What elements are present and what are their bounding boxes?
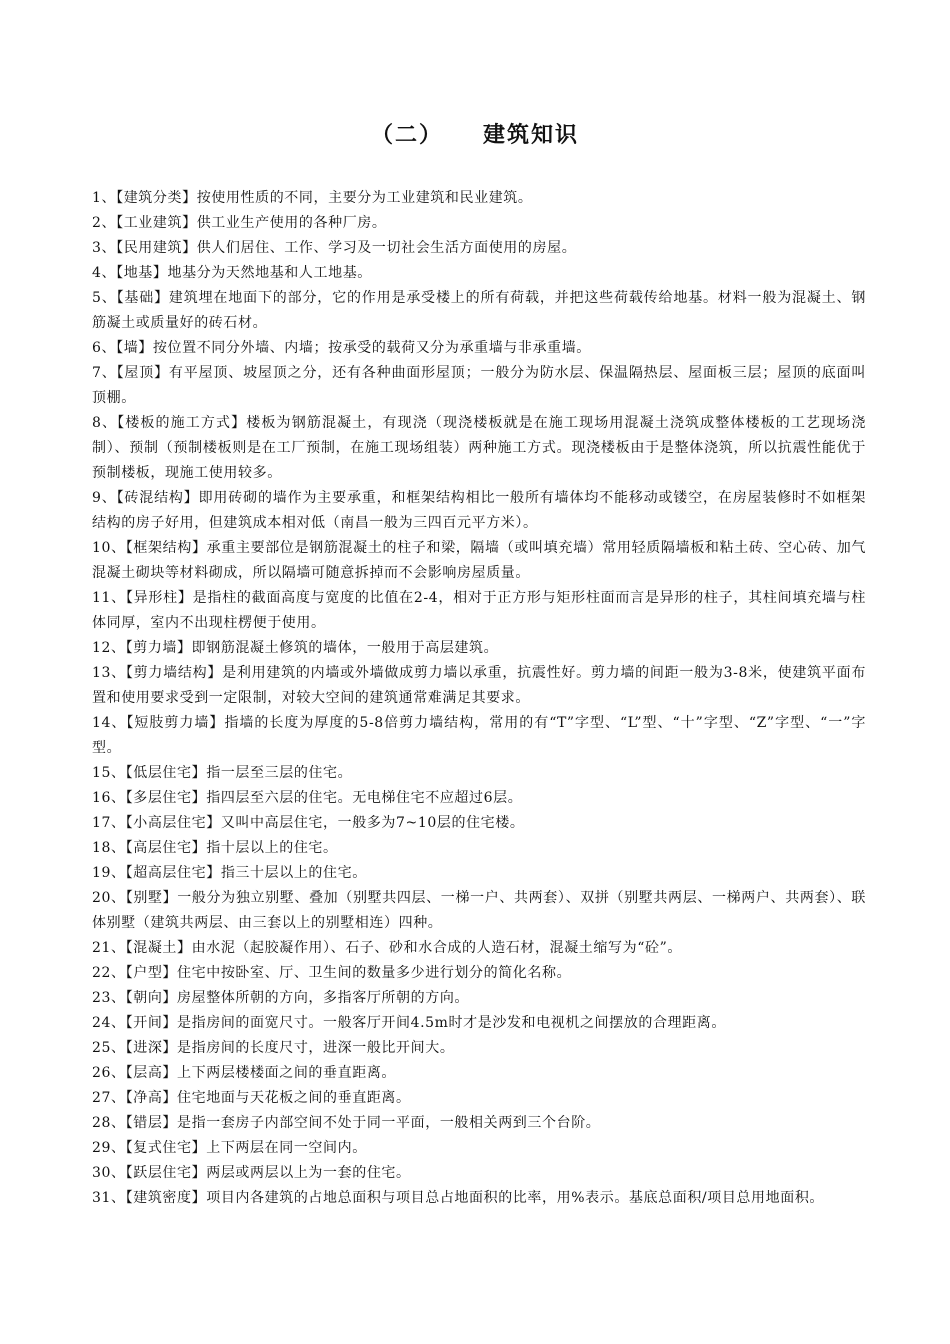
- list-item: 29、【复式住宅】上下两层在同一空间内。: [92, 1140, 367, 1156]
- list-item: 3、【民用建筑】供人们居住、工作、学习及一切社会生活方面使用的房屋。: [92, 240, 577, 256]
- list-item: 8、【楼板的施工方式】楼板为钢筋混凝土，有现浇（现浇楼板就是在施工现场用混凝土浇筑成整体楼板的工艺现场浇制）、预制（预制楼板则是在工厂预制，在施工现场组装）两种施工方式。现浇楼板由于是整体浇筑，所以抗震性能优于预制楼板，现施工使用较多。: [92, 415, 866, 481]
- list-item: 11、【异形柱】是指柱的截面高度与宽度的比值在2-4，相对于正方形与矩形柱面而言是异形的柱子，其柱间填充墙与柱体同厚，室内不出现柱楞便于使用。: [92, 590, 866, 631]
- section-title: 建筑知识: [483, 122, 580, 148]
- list-item: 12、【剪力墙】即钢筋混凝土修筑的墙体，一般用于高层建筑。: [92, 640, 499, 656]
- list-item: 28、【错层】是指一套房子内部空间不处于同一平面，一般相关两到三个台阶。: [92, 1115, 601, 1131]
- list-item: 7、【屋顶】有平屋顶、坡屋顶之分，还有各种曲面形屋顶；一般分为防水层、保温隔热层、屋面板三层；屋顶的底面叫顶棚。: [92, 365, 866, 406]
- page-title: [0, 118, 950, 152]
- list-item: 15、【低层住宅】指一层至三层的住宅。: [92, 765, 353, 781]
- list-item: 16、【多层住宅】指四层至六层的住宅。无电梯住宅不应超过6层。: [92, 790, 523, 806]
- list-item: 2、【工业建筑】供工业生产使用的各种厂房。: [92, 215, 387, 231]
- list-item: 23、【朝向】房屋整体所朝的方向，多指客厅所朝的方向。: [92, 990, 470, 1006]
- list-item: 17、【小高层住宅】又叫中高层住宅，一般多为7~10层的住宅楼。: [92, 815, 525, 831]
- list-item: 19、【超高层住宅】指三十层以上的住宅。: [92, 865, 367, 881]
- section-number: （二）: [370, 122, 443, 148]
- list-item: 10、【框架结构】承重主要部位是钢筋混凝土的柱子和梁，隔墙（或叫填充墙）常用轻质隔墙板和粘土砖、空心砖、加气混凝土砌块等材料砌成，所以隔墙可随意拆掉而不会影响房屋质量。: [92, 540, 866, 581]
- list-item: 31、【建筑密度】项目内各建筑的占地总面积与项目总占地面积的比率，用%表示。基底总面积/项目总用地面积。: [92, 1190, 825, 1206]
- list-item: 9、【砖混结构】即用砖砌的墙作为主要承重，和框架结构相比一般所有墙体均不能移动或镂空，在房屋装修时不如框架结构的房子好用，但建筑成本相对低（南昌一般为三四百元平方米）。: [92, 490, 866, 531]
- list-item: 25、【进深】是指房间的长度尺寸，进深一般比开间大。: [92, 1040, 455, 1056]
- list-item: 20、【别墅】一般分为独立别墅、叠加（别墅共四层、一梯一户、共两套）、双拼（别墅共两层、一梯两户、共两套）、联体别墅（建筑共两层、由三套以上的别墅相连）四种。: [92, 890, 866, 931]
- list-item: 14、【短肢剪力墙】指墙的长度为厚度的5-8倍剪力墙结构，常用的有“T”字型、“L”型、“十”字型、“Z”字型、“一”字型。: [92, 715, 866, 756]
- term-list: [92, 186, 866, 1211]
- list-item: 30、【跃层住宅】两层或两层以上为一套的住宅。: [92, 1165, 411, 1181]
- list-item: 6、【墙】按位置不同分外墙、内墙；按承受的载荷又分为承重墙与非承重墙。: [92, 340, 591, 356]
- list-item: 26、【层高】上下两层楼楼面之间的垂直距离。: [92, 1065, 397, 1081]
- list-item: 4、【地基】地基分为天然地基和人工地基。: [92, 265, 372, 281]
- list-item: 18、【高层住宅】指十层以上的住宅。: [92, 840, 338, 856]
- list-item: 13、【剪力墙结构】是利用建筑的内墙或外墙做成剪力墙以承重，抗震性好。剪力墙的间距一般为3-8米，使建筑平面布置和使用要求受到一定限制，对较大空间的建筑通常难满足其要求。: [92, 665, 866, 706]
- list-item: 24、【开间】是指房间的面宽尺寸。一般客厅开间4.5m时才是沙发和电视机之间摆放的合理距离。: [92, 1015, 726, 1031]
- list-item: 22、【户型】住宅中按卧室、厅、卫生间的数量多少进行划分的简化名称。: [92, 965, 572, 981]
- list-item: 5、【基础】建筑埋在地面下的部分，它的作用是承受楼上的所有荷载，并把这些荷载传给地基。材料一般为混凝土、钢筋凝土或质量好的砖石材。: [92, 290, 866, 331]
- list-item: 21、【混凝土】由水泥（起胶凝作用）、石子、砂和水合成的人造石材，混凝土缩写为“砼”。: [92, 940, 682, 956]
- list-item: 27、【净高】住宅地面与天花板之间的垂直距离。: [92, 1090, 411, 1106]
- list-item: 1、【建筑分类】按使用性质的不同，主要分为工业建筑和民业建筑。: [92, 190, 533, 206]
